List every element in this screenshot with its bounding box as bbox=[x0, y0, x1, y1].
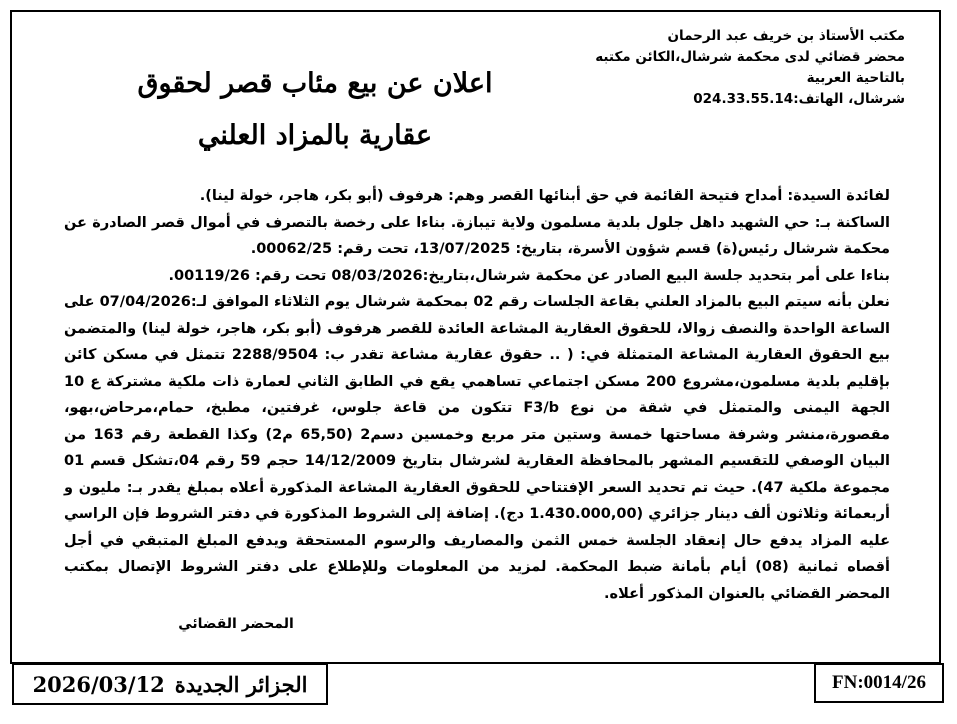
notice-title bbox=[60, 58, 570, 162]
office-name: مكتب الأستاذ بن خريف عبد الرحمان bbox=[667, 28, 905, 44]
bailiff-signature: المحضر القضائي bbox=[178, 616, 294, 632]
title-line-2: عقارية بالمزاد العلني bbox=[197, 120, 433, 151]
office-location: بالتاحية العربية bbox=[806, 70, 905, 86]
bailiff-office-header bbox=[565, 26, 905, 110]
notice-body bbox=[64, 183, 890, 607]
newspaper-name: الجزائر الجديدة bbox=[174, 671, 308, 697]
office-phone: شرشال، الهاتف:024.33.55.14 bbox=[693, 91, 905, 107]
order-paragraph: بناءا على أمر بتحديد جلسة البيع الصادر عن محكمة شرشال،بتاريخ:08/03/2026 تحت رقم: 00119/26. bbox=[168, 267, 890, 284]
sale-details-paragraph: نعلن بأنه سيتم البيع بالمزاد العلني بقاعة الجلسات رقم 02 بمحكمة شرشال يوم الثلاثاء الموافق لـ:07/04/2026 على الساعة الواحدة والنصف زوالا، للحقوق العقارية المشاعة العائدة للقصر هرفوف (أبو بكر، هاجر، خولة لينا) والمتضمن بيع الحقوق العقارية المشاعة المتمثلة في: ( .. حقوق عقارية مشاعة تقدر ب: 2288/9504 تتمثل في مسكن كائن بإقليم بلدية مسلمون،مشروع 200 مسكن اجتماعي تساهمي يقع في الطابق الثاني لعمارة ذات ملكية مشتركة ع 10 الجهة اليمنى والمتمثل في شقة من نوع F3/b تتكون من قاعة جلوس، غرفتين، مطبخ، حمام،مرحاض،بهو، مقصورة،منشر وشرفة مساحتها خمسة وستين متر مربع وخمسين دسم2 (65,50 م2) وكذا القطعة رقم 163 من البيان الوصفي للتقسيم المشهر بالمحافظة العقارية لشرشال بتاريخ 14/12/2009 حجم 59 رقم 04،تشكل قسم 01 مجموعة ملكية 47). حيث تم تحديد السعر الإفتتاحي للحقوق العقارية المشاعة المذكورة أعلاه بمبلغ يقدر بـ: مليون و أربعمائة وثلاثون ألف دينار جزائري (1.430.000,00 دج). إضافة إلى الشروط المذكورة في دفتر الشروط فإن الراسي عليه المزاد يدفع حال إنعقاد الجلسة خمس الثمن والمصاريف والرسوم المستحقة ويدفع المبلغ المتبقي في أجل أقصاه ثمانية (08) أيام بأمانة ضبط المحكمة. لمزيد من المعلومات وللإطلاع على دفتر الشروط الإتصال بمكتب المحضر القضائي بالعنوان المذكور أعلاه. bbox=[64, 294, 891, 602]
beneficiary-paragraph: لفائدة السيدة: أمداح فتيحة القائمة في حق أبنائها القصر وهم: هرفوف (أبو بكر، هاجر، خولة لينا). bbox=[199, 188, 890, 204]
title-line-1: اعلان عن بيع مئاب قصر لحقوق bbox=[137, 68, 493, 99]
file-number-box: FN:0014/26 bbox=[814, 663, 944, 703]
publication-date: 2026/03/12 bbox=[32, 671, 165, 697]
residence-paragraph: الساكنة بـ: حي الشهيد داهل جلول بلدية مسلمون ولاية تيبازة. بناءا على رخصة بالتصرف في أموال قصر الصادرة عن محكمة شرشال رئيس(ة) قسم شؤون الأسرة، بتاريخ: 13/07/2025، تحت رقم: 00062/25. bbox=[64, 214, 890, 257]
office-description: محضر قضائي لدى محكمة شرشال،الكائن مكتبه bbox=[595, 49, 905, 65]
newspaper-box bbox=[12, 663, 328, 705]
